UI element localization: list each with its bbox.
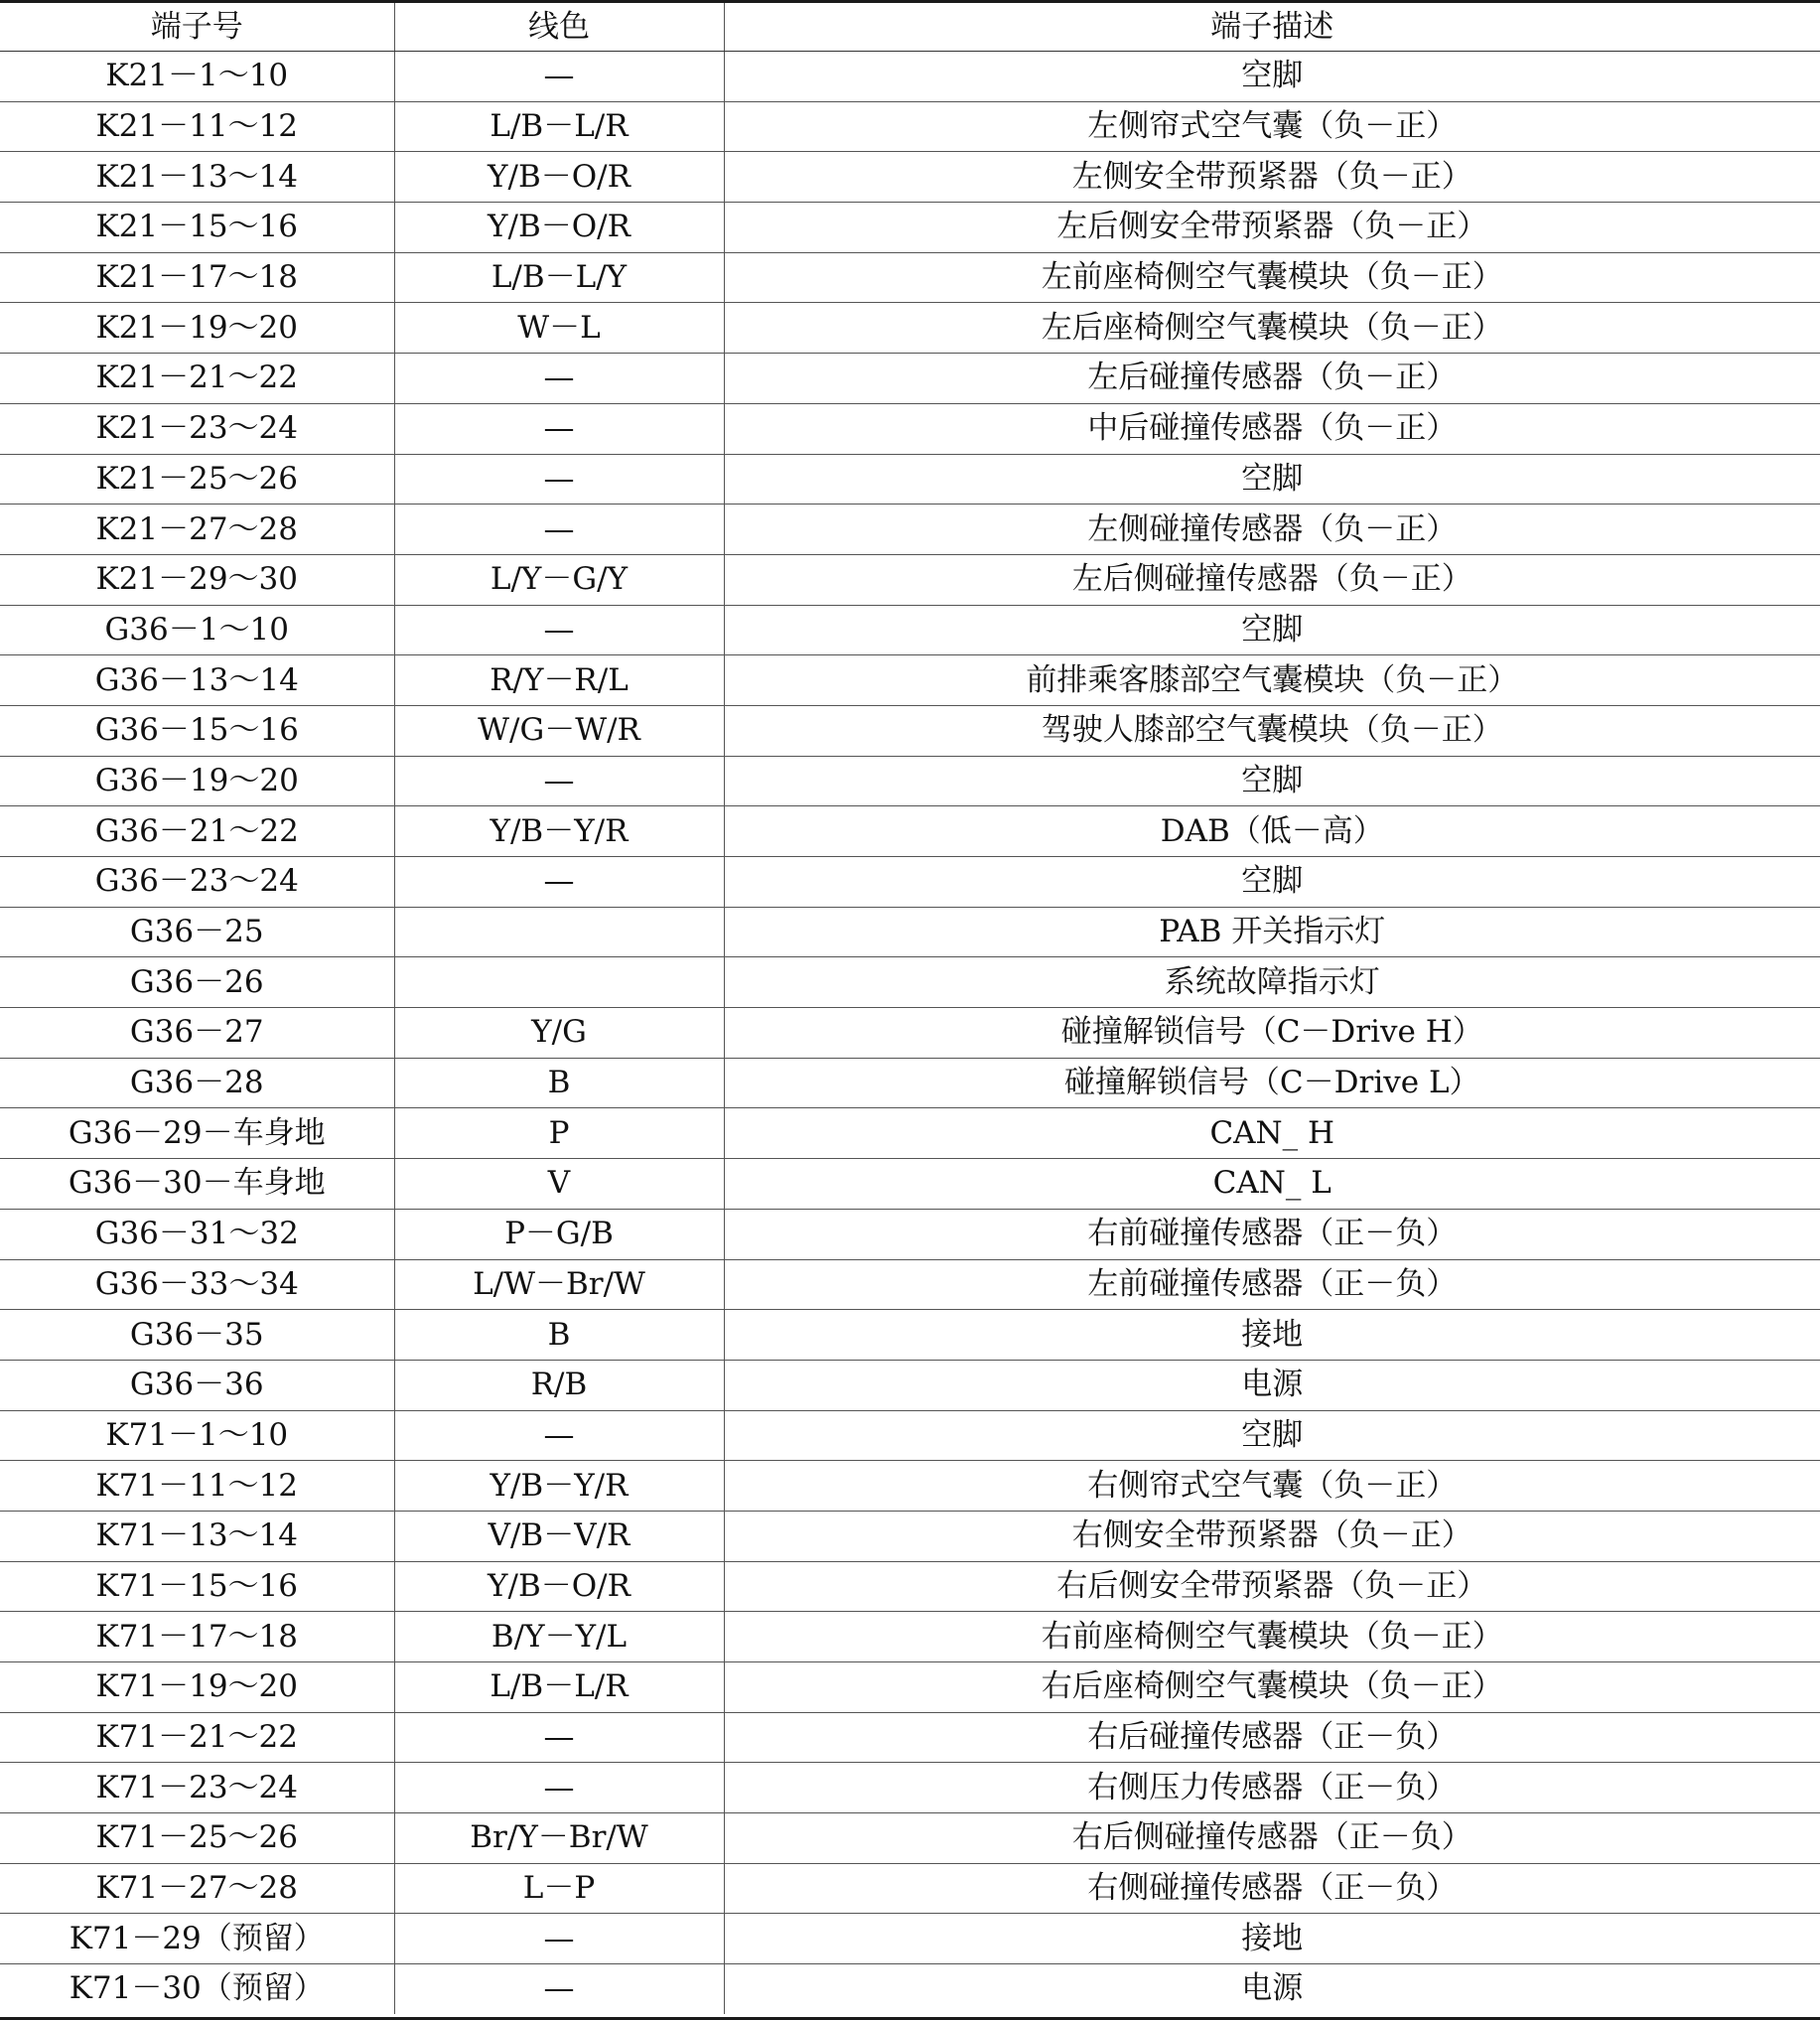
table-row <box>0 1561 1820 1612</box>
table-row <box>0 505 1820 555</box>
cell-wire-color: Y/B－O/R <box>394 1561 724 1612</box>
table-row <box>0 1511 1820 1561</box>
cell-terminal-description: 空脚 <box>724 857 1820 908</box>
cell-terminal-description: 右侧帘式空气囊（负－正） <box>724 1461 1820 1512</box>
table-row <box>0 1863 1820 1914</box>
cell-terminal-number: K71－30（预留） <box>69 1970 325 2007</box>
table-row <box>0 1259 1820 1310</box>
cell-terminal-description: 左后碰撞传感器（负－正） <box>724 354 1820 404</box>
table-row <box>0 1058 1820 1108</box>
cell-terminal-number: K71－27～28 <box>0 1863 394 1914</box>
table-row <box>0 1712 1820 1763</box>
cell-terminal-number: G36－21～22 <box>0 806 394 857</box>
table-row <box>0 152 1820 203</box>
table-row <box>0 806 1820 857</box>
cell-wire-color: — <box>394 454 724 505</box>
cell-terminal-number: K21－19～20 <box>0 303 394 354</box>
cell-wire-color: — <box>394 52 724 102</box>
cell-wire-color: V/B－V/R <box>394 1511 724 1561</box>
cell-wire-color: Y/B－Y/R <box>394 1461 724 1512</box>
table-row <box>0 1008 1820 1059</box>
cell-wire-color: — <box>394 857 724 908</box>
cell-wire-color: — <box>394 505 724 555</box>
cell-terminal-description: 左侧碰撞传感器（负－正） <box>724 505 1820 555</box>
cell-terminal-description: 右后侧碰撞传感器（正－负） <box>724 1813 1820 1864</box>
cell-terminal-number: G36－33～34 <box>0 1259 394 1310</box>
cell-terminal-number: K71－25～26 <box>0 1813 394 1864</box>
table-row <box>0 1964 1820 2014</box>
cell-terminal-description: 碰撞解锁信号（C－Drive H） <box>724 1008 1820 1059</box>
cell-terminal-number: K71－21～22 <box>0 1712 394 1763</box>
cell-terminal-number: G36－25 <box>0 907 394 957</box>
cell-terminal-number: K21－17～18 <box>0 252 394 303</box>
cell-terminal-description: DAB（低－高） <box>724 806 1820 857</box>
cell-terminal-number: K21－13～14 <box>0 152 394 203</box>
cell-terminal-number: K71－1～10 <box>0 1410 394 1461</box>
cell-terminal-number: K21－21～22 <box>0 354 394 404</box>
table-row <box>0 203 1820 253</box>
table-row <box>0 1159 1820 1210</box>
table-row <box>0 1310 1820 1361</box>
table-row <box>0 957 1820 1008</box>
cell-wire-color: — <box>394 605 724 655</box>
cell-wire-color: R/B <box>394 1360 724 1410</box>
table-row <box>0 1763 1820 1813</box>
cell-terminal-description: 右前碰撞传感器（正－负） <box>724 1209 1820 1259</box>
cell-terminal-description: CAN_ L <box>724 1159 1820 1210</box>
terminal-table <box>0 3 1820 2014</box>
cell-wire-color: P <box>394 1108 724 1159</box>
cell-terminal-number: G36－23～24 <box>0 857 394 908</box>
cell-terminal-description: CAN_ H <box>724 1108 1820 1159</box>
cell-wire-color: L/B－L/R <box>394 101 724 152</box>
cell-wire-color: Br/Y－Br/W <box>394 1813 724 1864</box>
header-terminal-description: 端子描述 <box>724 3 1820 52</box>
cell-terminal-description: 右侧碰撞传感器（正－负） <box>724 1863 1820 1914</box>
cell-terminal-description: 空脚 <box>724 454 1820 505</box>
cell-wire-color: L/W－Br/W <box>394 1259 724 1310</box>
table-row <box>0 756 1820 806</box>
cell-wire-color: — <box>394 1914 724 1964</box>
cell-terminal-number: G36－30－车身地 <box>0 1159 394 1210</box>
cell-terminal-number: K21－23～24 <box>0 403 394 454</box>
cell-terminal-number: G36－27 <box>0 1008 394 1059</box>
table-row <box>0 554 1820 605</box>
cell-wire-color: B <box>394 1310 724 1361</box>
cell-terminal-description: 空脚 <box>724 605 1820 655</box>
cell-terminal-number: G36－29－车身地 <box>0 1108 394 1159</box>
cell-terminal-number: K71－19～20 <box>0 1662 394 1713</box>
header-terminal-number: 端子号 <box>0 3 394 52</box>
cell-terminal-number: G36－26 <box>0 957 394 1008</box>
cell-terminal-description: 空脚 <box>724 756 1820 806</box>
table-row <box>0 1108 1820 1159</box>
cell-wire-color: L/Y－G/Y <box>394 554 724 605</box>
cell-terminal-number: G36－1～10 <box>0 605 394 655</box>
cell-terminal-description: 驾驶人膝部空气囊模块（负－正） <box>724 705 1820 756</box>
cell-terminal-number: K21－27～28 <box>0 505 394 555</box>
cell-terminal-description: 右侧压力传感器（正－负） <box>724 1763 1820 1813</box>
cell-terminal-number: G36－36 <box>0 1360 394 1410</box>
cell-wire-color: W－L <box>394 303 724 354</box>
table-row <box>0 1360 1820 1410</box>
cell-wire-color: — <box>394 1763 724 1813</box>
cell-wire-color <box>394 907 724 957</box>
cell-wire-color: V <box>394 1159 724 1210</box>
cell-wire-color: — <box>394 403 724 454</box>
cell-terminal-number: K21－15～16 <box>0 203 394 253</box>
cell-terminal-number: K71－15～16 <box>0 1561 394 1612</box>
table-row <box>0 1410 1820 1461</box>
table-row <box>0 1914 1820 1964</box>
cell-terminal-description: 左侧帘式空气囊（负－正） <box>724 101 1820 152</box>
cell-wire-color: L/B－L/Y <box>394 252 724 303</box>
cell-wire-color: B <box>394 1058 724 1108</box>
table-row <box>0 705 1820 756</box>
table-row <box>0 252 1820 303</box>
table-row <box>0 101 1820 152</box>
table-row <box>0 1612 1820 1662</box>
cell-wire-color: — <box>394 1712 724 1763</box>
cell-wire-color: R/Y－R/L <box>394 655 724 706</box>
cell-terminal-number: K71－17～18 <box>0 1612 394 1662</box>
cell-terminal-number: G36－15～16 <box>0 705 394 756</box>
cell-terminal-description: 右后座椅侧空气囊模块（负－正） <box>724 1662 1820 1713</box>
cell-terminal-description: 左侧安全带预紧器（负－正） <box>724 152 1820 203</box>
table-row <box>0 857 1820 908</box>
cell-terminal-description: 左后座椅侧空气囊模块（负－正） <box>724 303 1820 354</box>
cell-terminal-description: 接地 <box>724 1914 1820 1964</box>
cell-terminal-description: 系统故障指示灯 <box>724 957 1820 1008</box>
cell-terminal-number: G36－13～14 <box>0 655 394 706</box>
header-wire-color: 线色 <box>394 3 724 52</box>
table-row <box>0 454 1820 505</box>
cell-wire-color: — <box>394 1964 724 2014</box>
table-row <box>0 655 1820 706</box>
table-row <box>0 52 1820 102</box>
cell-terminal-number: G36－31～32 <box>0 1209 394 1259</box>
table-row <box>0 403 1820 454</box>
cell-terminal-description: 空脚 <box>724 1410 1820 1461</box>
cell-terminal-number: G36－19～20 <box>0 756 394 806</box>
cell-wire-color: L－P <box>394 1863 724 1914</box>
cell-wire-color: B/Y－Y/L <box>394 1612 724 1662</box>
table-row <box>0 1662 1820 1713</box>
cell-wire-color: P－G/B <box>394 1209 724 1259</box>
cell-terminal-number: K21－29～30 <box>0 554 394 605</box>
cell-terminal-description: 空脚 <box>724 52 1820 102</box>
table-row <box>0 1209 1820 1259</box>
cell-terminal-description: 右前座椅侧空气囊模块（负－正） <box>724 1612 1820 1662</box>
cell-terminal-number: G36－35 <box>0 1310 394 1361</box>
cell-terminal-number: K21－25～26 <box>0 454 394 505</box>
cell-terminal-number: G36－28 <box>0 1058 394 1108</box>
table-row <box>0 907 1820 957</box>
cell-terminal-number: K71－23～24 <box>0 1763 394 1813</box>
cell-terminal-description: 左后侧碰撞传感器（负－正） <box>724 554 1820 605</box>
table-body <box>0 52 1820 2014</box>
cell-wire-color: — <box>394 1410 724 1461</box>
table-row <box>0 1813 1820 1864</box>
cell-wire-color: Y/G <box>394 1008 724 1059</box>
table-row <box>0 1461 1820 1512</box>
cell-wire-color: Y/B－O/R <box>394 152 724 203</box>
cell-terminal-number: K21－11～12 <box>0 101 394 152</box>
cell-wire-color <box>394 957 724 1008</box>
cell-terminal-description: 右后侧安全带预紧器（负－正） <box>724 1561 1820 1612</box>
cell-terminal-description: 碰撞解锁信号（C－Drive L） <box>724 1058 1820 1108</box>
cell-terminal-description: 接地 <box>724 1310 1820 1361</box>
cell-terminal-description: PAB 开关指示灯 <box>724 907 1820 957</box>
cell-terminal-number: K71－13～14 <box>0 1511 394 1561</box>
table-row <box>0 303 1820 354</box>
cell-terminal-number: K71－29（预留） <box>0 1914 394 1964</box>
cell-wire-color: L/B－L/R <box>394 1662 724 1713</box>
cell-terminal-description: 电源 <box>724 1360 1820 1410</box>
cell-terminal-description: 电源 <box>724 1964 1820 2014</box>
cell-terminal-description: 左前座椅侧空气囊模块（负－正） <box>724 252 1820 303</box>
cell-terminal-description: 右侧安全带预紧器（负－正） <box>724 1511 1820 1561</box>
cell-terminal-description: 前排乘客膝部空气囊模块（负－正） <box>724 655 1820 706</box>
cell-terminal-description: 中后碰撞传感器（负－正） <box>724 403 1820 454</box>
cell-wire-color: Y/B－O/R <box>394 203 724 253</box>
cell-terminal-description: 左前碰撞传感器（正－负） <box>724 1259 1820 1310</box>
cell-terminal-number: K21－1～10 <box>0 52 394 102</box>
cell-terminal-description: 左后侧安全带预紧器（负－正） <box>724 203 1820 253</box>
cell-wire-color: Y/B－Y/R <box>394 806 724 857</box>
cell-terminal-description: 右后碰撞传感器（正－负） <box>724 1712 1820 1763</box>
cell-wire-color: W/G－W/R <box>394 705 724 756</box>
cell-terminal-number: K71－11～12 <box>0 1461 394 1512</box>
table-row <box>0 354 1820 404</box>
table-row <box>0 605 1820 655</box>
cell-wire-color: — <box>394 756 724 806</box>
table-header-row <box>0 3 1820 52</box>
cell-wire-color: — <box>394 354 724 404</box>
